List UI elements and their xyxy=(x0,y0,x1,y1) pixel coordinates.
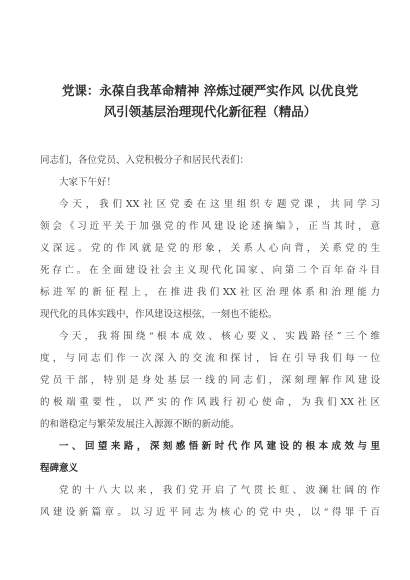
text-line: 度，与同志们作一次深入的交流和探讨，旨在引导我们每一位 xyxy=(40,353,380,364)
text-line: 同志们，各位党员、入党积极分子和居民代表们： xyxy=(40,155,250,166)
text-line: 风建设新篇章。以习近平同志为核心的党中央，以“得罪千百 xyxy=(40,507,380,518)
greeting xyxy=(40,172,380,194)
paragraph-3 xyxy=(40,480,380,524)
salutation xyxy=(40,150,380,172)
heading-line: 一、回望来路，深刻感悟新时代作风建设的根本成效与里 xyxy=(59,441,380,452)
text-line: 今天，我将围绕“根本成效、核心要义、实践路径”三个维 xyxy=(59,331,380,342)
text-line: 的和谐稳定与繁荣发展注入源源不断的新动能。 xyxy=(40,419,240,430)
title-line: 风引领基层治理现代化新征程（精品） xyxy=(103,104,317,119)
text-line: 大家下午好！ xyxy=(59,177,117,188)
title-line: 党课：永葆自我革命精神 淬炼过硬严实作风 以优良党 xyxy=(61,83,359,98)
text-line: 标进军的新征程上，在推进我们XX社区治理体系和治理能力 xyxy=(40,287,380,298)
paragraph-2 xyxy=(40,326,380,436)
text-line: 现代化的具体实践中，作风建设这根弦，一刻也不能松。 xyxy=(40,309,278,320)
text-line: 死存亡。在全面建设社会主义现代化国家、向第二个百年奋斗目 xyxy=(40,265,380,276)
text-line: 党的十八大以来，我们党开启了气贯长虹、波澜壮阔的作 xyxy=(59,485,380,496)
paragraph-1 xyxy=(40,194,380,326)
text-line: 的极端重要性，以严实的作风践行初心使命，为我们XX社区 xyxy=(40,397,380,408)
text-line: 领会《习近平关于加强党的作风建设论述摘编》，正当其时，意 xyxy=(40,221,380,232)
document-title xyxy=(40,80,380,122)
text-line: 党员干部，特别是身处基层一线的同志们，深刻理解作风建设 xyxy=(40,375,380,386)
document-body xyxy=(40,150,380,524)
section-heading xyxy=(40,436,380,480)
text-line: 义深远。党的作风就是党的形象，关系人心向背，关系党的生 xyxy=(40,243,380,254)
text-line: 今天，我们XX社区党委在这里组织专题党课，共同学习 xyxy=(59,199,380,210)
heading-line: 程碑意义 xyxy=(40,463,79,474)
